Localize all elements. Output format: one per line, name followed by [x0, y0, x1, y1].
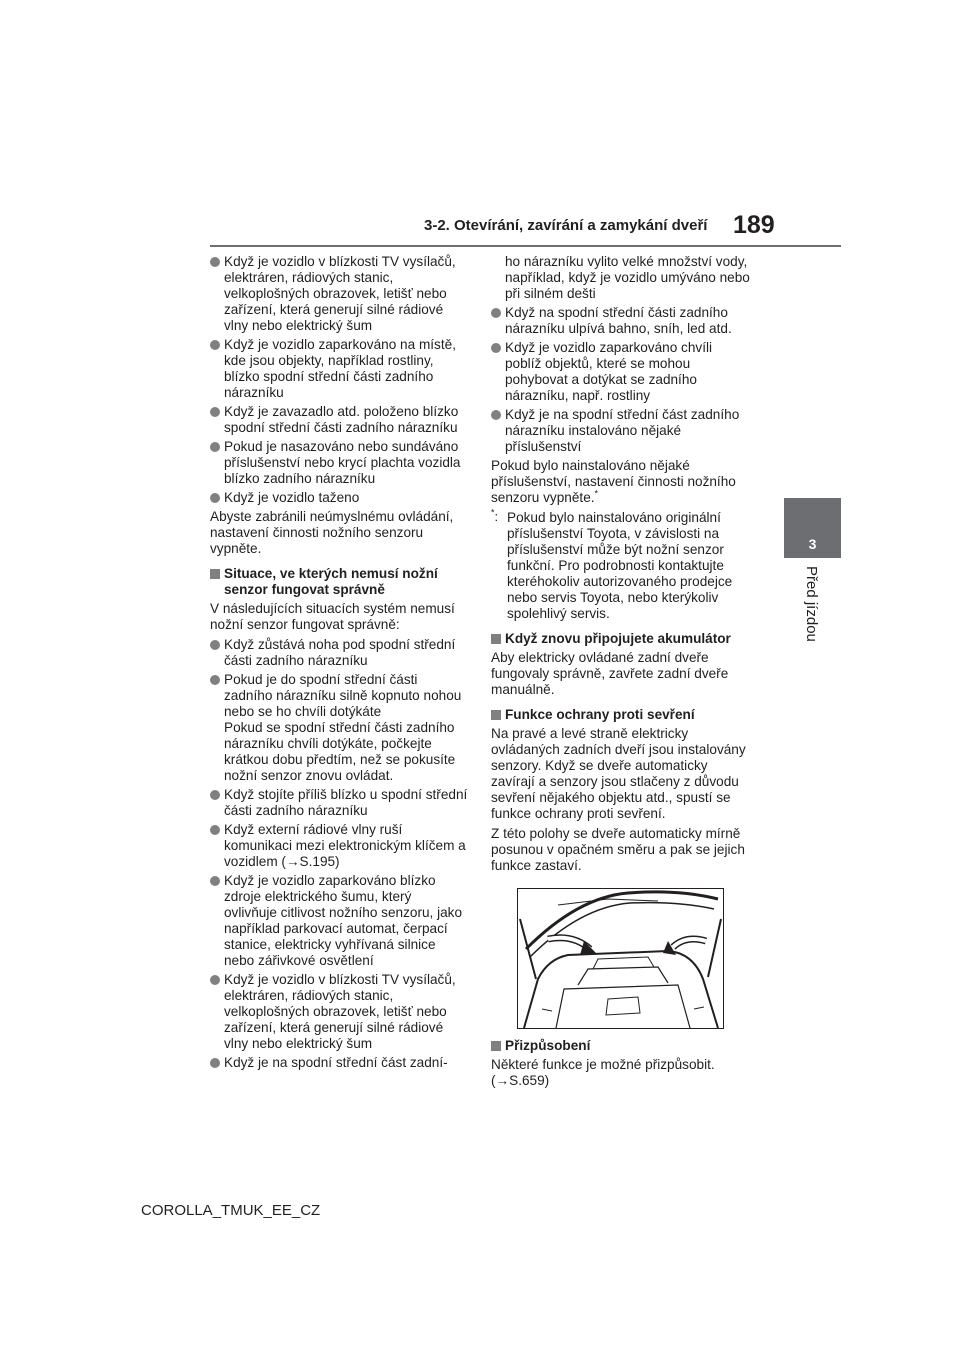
- list-item: Pokud je do spodní střední části zadního nárazníku silně kopnuto nohou nebo se ho chvíli dotýkáte Pokud se spodní střední části zadního nárazníku chvíli dotýkáte, počkejte krátkou dobu předtím, než se pokusíte nožní senzor znovu ovládat.: [210, 672, 468, 784]
- paragraph: V následujících situacích systém nemusí nožní senzor fungovat správně:: [210, 601, 455, 632]
- paragraph: Pokud bylo nainstalováno nějaké příslušenství, nastavení činnosti nožního senzoru vypněte.*: [491, 458, 736, 505]
- list-item: Když je vozidlo v blízkosti TV vysílačů, elektráren, rádiových stanic, velkoplošných obrazovek, letišť nebo zařízení, která generují silné rádiové vlny nebo elektrický šum: [210, 254, 468, 334]
- right-column: [491, 254, 751, 1093]
- bullet-icon: [210, 442, 220, 452]
- header-divider: [210, 245, 841, 247]
- bullet-icon: [491, 410, 501, 420]
- list-item: Když externí rádiové vlny ruší komunikaci mezi elektronickým klíčem a vozidlem (→S.195): [210, 822, 468, 870]
- chapter-number: 3: [808, 536, 817, 552]
- chapter-label: Před jízdou: [803, 566, 820, 642]
- list-item: Když je vozidlo taženo: [210, 490, 468, 506]
- paragraph: Abyste zabránili neúmyslnému ovládání, nastavení činnosti nožního senzoru vypněte.: [210, 509, 454, 556]
- section-heading: Funkce ochrany proti sevření: [491, 707, 751, 723]
- list-item: Když je vozidlo zaparkováno na místě, kde jsou objekty, například rostliny, blízko spodní střední části zadního nárazníku: [210, 337, 468, 401]
- list-item: Když na spodní střední části zadního nárazníku ulpívá bahno, sníh, led atd.: [491, 305, 751, 337]
- list-item: Když je vozidlo zaparkováno blízko zdroje elektrického šumu, který ovlivňuje citlivost nožního senzoru, jako například parkovací automat, čerpací stanice, elektricky vyhřívaná silnice nebo zářivkové osvětlení: [210, 873, 468, 969]
- bullet-icon: [210, 640, 220, 650]
- list-item: Když je vozidlo zaparkováno chvíli poblíž objektů, které se mohou pohybovat a dotýkat se zadního nárazníku, např. rostliny: [491, 340, 751, 404]
- square-bullet-icon: [491, 634, 501, 644]
- page-number: 189: [733, 211, 775, 239]
- open-tailgate-drawing: [518, 889, 723, 1028]
- document-code: COROLLA_TMUK_EE_CZ: [141, 1202, 321, 1219]
- list-item: Pokud je nasazováno nebo sundáváno příslušenství nebo krycí plachta vozidla blízko zadního nárazníku: [210, 439, 468, 487]
- square-bullet-icon: [491, 1041, 501, 1051]
- bullet-icon: [210, 876, 220, 886]
- bullet-icon: [210, 675, 220, 685]
- chapter-tab: [784, 498, 841, 558]
- paragraph: Některé funkce je možné přizpůsobit. (→S.659): [491, 1057, 715, 1088]
- footnote-marker: *: [594, 488, 599, 499]
- bullet-icon: [491, 308, 501, 318]
- bullet-icon: [210, 340, 220, 350]
- section-heading: Situace, ve kterých nemusí nožní senzor fungovat správně: [210, 566, 468, 598]
- section-title: 3-2. Otevírání, zavírání a zamykání dveří: [424, 217, 708, 234]
- paragraph: Na pravé a levé straně elektricky ovládaných zadních dveří jsou instalovány senzory. Když se dveře automaticky zavírají a senzory jsou stlačeny z důvodu sevření nějakého objektu atd., spustí se funkce ochrany proti sevření.: [491, 726, 746, 821]
- bullet-icon: [210, 1058, 220, 1068]
- left-column: [210, 254, 468, 1074]
- bullet-icon: [210, 493, 220, 503]
- list-item: Když zůstává noha pod spodní střední části zadního nárazníku: [210, 637, 468, 669]
- list-item-continuation: ho nárazníku vylito velké množství vody, například, když je vozidlo umýváno nebo při silném dešti: [505, 254, 750, 301]
- section-heading: Když znovu připojujete akumulátor: [491, 631, 751, 647]
- list-item: Když je na spodní střední část zadní-: [210, 1055, 468, 1071]
- list-item: Když je vozidlo v blízkosti TV vysílačů, elektráren, rádiových stanic, velkoplošných obrazovek, letišť nebo zařízení, která generují silné rádiové vlny nebo elektrický šum: [210, 972, 468, 1052]
- section-heading: Přizpůsobení: [491, 1038, 751, 1054]
- square-bullet-icon: [210, 569, 220, 579]
- footnote: *: Pokud bylo nainstalováno originální příslušenství Toyota, v závislosti na příslušenství může být nožní senzor funkční. Pro podrobnosti kontaktujte kteréhokoliv autorizovaného prodejce nebo servis Toyota, nebo kterýkoliv spolehlivý servis.: [491, 507, 733, 621]
- tailgate-illustration: [517, 888, 724, 1029]
- bullet-icon: [210, 257, 220, 267]
- list-item: Když je na spodní střední část zadního nárazníku instalováno nějaké příslušenství: [491, 407, 751, 455]
- bullet-icon: [491, 343, 501, 353]
- bullet-icon: [210, 975, 220, 985]
- bullet-icon: [210, 790, 220, 800]
- list-item: Když stojíte příliš blízko u spodní střední části zadního nárazníku: [210, 787, 468, 819]
- paragraph: Aby elektricky ovládané zadní dveře fungovaly správně, zavřete zadní dveře manuálně.: [491, 650, 729, 697]
- bullet-icon: [210, 407, 220, 417]
- bullet-icon: [210, 825, 220, 835]
- list-item: Když je zavazadlo atd. položeno blízko spodní střední části zadního nárazníku: [210, 404, 468, 436]
- paragraph: Z této polohy se dveře automaticky mírně posunou v opačném směru a pak se jejich funkce zastaví.: [491, 826, 745, 873]
- square-bullet-icon: [491, 710, 501, 720]
